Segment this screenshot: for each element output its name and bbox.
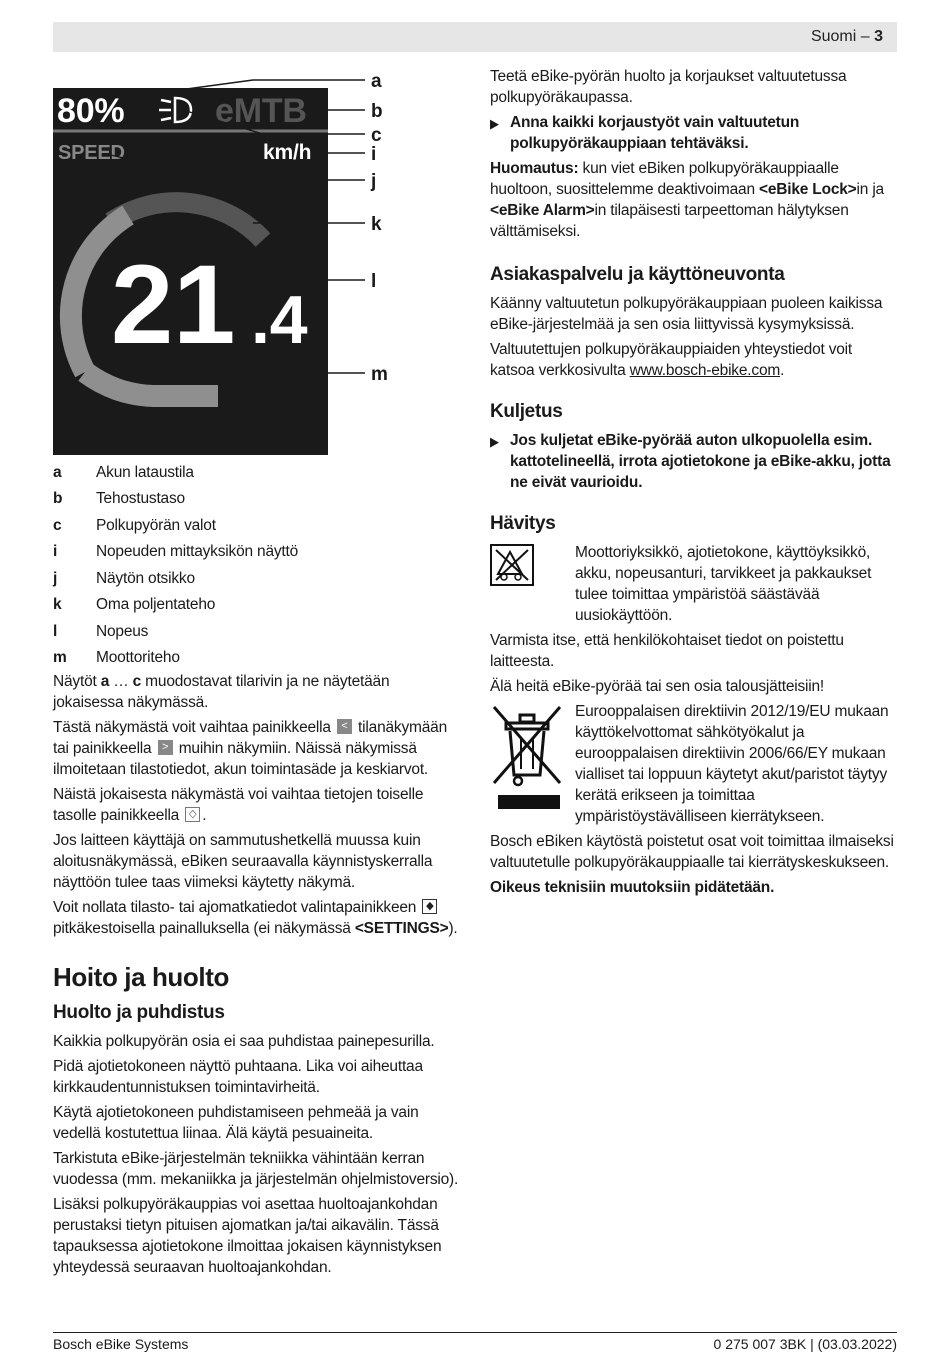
header-text bbox=[811, 28, 883, 46]
legend-item bbox=[53, 618, 463, 645]
hoito-paragraph: Lisäksi polkupyöräkauppias voi asettaa huoltoajankohdan perustaksi tietyn pituisen ajomatkan ja/tai aikavälin. Tässä tapauksessa ajotietokone ilmoittaa jokaisen käynnistyksen yhteydessä seuraavan huoltoajankohdan. bbox=[53, 1196, 442, 1276]
text: . bbox=[202, 807, 207, 824]
recycling-paragraph bbox=[490, 542, 898, 630]
legend-key: m bbox=[53, 649, 67, 667]
callout-j: j bbox=[371, 171, 377, 192]
paragraph-last-view: Jos laitteen käyttäjä on sammutushetkellä muussa kuin aloitusnäkymässä, eBiken seuraavalla käynnistyskerralla näyttöön tulee taas viimeksi käytetty näkymä. bbox=[53, 832, 433, 891]
bullet-text: Anna kaikki korjaustyöt vain valtuutetun polkupyöräkauppiaan tehtäväksi. bbox=[510, 114, 800, 152]
weee-paragraph bbox=[490, 701, 898, 831]
callout-i: i bbox=[371, 144, 377, 165]
legend-key: b bbox=[53, 490, 63, 508]
left-column bbox=[53, 60, 463, 1282]
legend-label: Nopeus bbox=[96, 622, 149, 640]
text: Valtuutettujen polkupyöräkauppiaiden yhteystiedot voit katsoa verkkosivulta bbox=[490, 341, 853, 379]
footer-divider bbox=[53, 1332, 897, 1333]
legend-item bbox=[53, 486, 463, 513]
header-bar bbox=[53, 22, 897, 52]
callout-a: a bbox=[371, 71, 382, 92]
legend-label: Näytön otsikko bbox=[96, 569, 195, 587]
paragraph-second-level bbox=[53, 784, 463, 826]
repair-paragraph: Teetä eBike-pyörän huolto ja korjaukset valtuutetussa polkupyöräkaupassa. bbox=[490, 68, 847, 106]
havitys-paragraph: Bosch eBiken käytöstä poistetut osat voit toimittaa ilmaiseksi valtuutetulle polkupyöräkauppiaalle tai kierrätyskeskukseen. bbox=[490, 833, 894, 871]
assist-mode: eMTB bbox=[215, 92, 307, 130]
legend-key: i bbox=[53, 543, 58, 561]
text: Voit nollata tilasto- tai ajomatkatiedot valintapainikkeen bbox=[53, 899, 421, 916]
section-title-kuljetus: Kuljetus bbox=[490, 401, 563, 422]
transport-bullet bbox=[490, 430, 898, 493]
paragraph-views bbox=[53, 717, 463, 780]
legend-item bbox=[53, 459, 463, 486]
legend-label: Polkupyörän valot bbox=[96, 516, 216, 534]
header-section: Suomi bbox=[810, 28, 857, 45]
select-button-filled-icon: ◆ bbox=[422, 899, 437, 914]
text: Näytöt bbox=[53, 673, 101, 690]
speed-unit: km/h bbox=[263, 141, 312, 164]
final-note: Oikeus teknisiin muutoksiin pidätetään. bbox=[490, 879, 775, 896]
text: Näistä jokaisesta näkymästä voi vaihtaa tietojen toiselle tasolle painikkeella bbox=[53, 786, 424, 824]
ebike-alarm-ref: <eBike Alarm> bbox=[490, 202, 595, 219]
callout-l: l bbox=[371, 271, 377, 292]
bullet-arrow-icon: ▶ bbox=[490, 434, 499, 449]
text: tilanäkymään tai painikkeella bbox=[53, 719, 447, 757]
legend-item bbox=[53, 539, 463, 566]
legend-key: l bbox=[53, 622, 58, 640]
section-title-hoito: Hoito ja huolto bbox=[53, 962, 229, 992]
legend-label: Akun lataustila bbox=[96, 463, 194, 481]
text: . bbox=[780, 362, 785, 379]
right-column bbox=[490, 66, 898, 902]
footer-company: Bosch eBike Systems bbox=[53, 1336, 189, 1352]
paragraph-reset bbox=[53, 897, 463, 939]
asiakas-paragraph: Käänny valtuutetun polkupyöräkauppiaan puoleen kaikissa eBike-järjestelmää ja sen osia liittyvissä kysymyksissä. bbox=[490, 295, 883, 333]
hoito-paragraph: Käytä ajotietokoneen puhdistamiseen pehmeää ja vain vedellä kostutettua liinaa. Älä käytä pesuaineita. bbox=[53, 1104, 419, 1142]
text: muihin näkymiin. Näissä näkymissä ilmoitetaan tilastotiedot, akun toimintasäde ja keskiarvot. bbox=[53, 740, 429, 778]
text: in tilapäisesti tarpeettoman hälytyksen välttämiseksi. bbox=[490, 202, 849, 240]
display-title: SPEED bbox=[58, 142, 125, 164]
select-button-icon: ◇ bbox=[185, 807, 200, 822]
display-illustration bbox=[53, 60, 403, 460]
legend-key: k bbox=[53, 596, 62, 614]
bullet-arrow-icon: ▶ bbox=[490, 116, 499, 131]
callout-k: k bbox=[371, 214, 382, 235]
ebike-lock-ref: <eBike Lock> bbox=[758, 181, 857, 198]
text: Tästä näkymästä voit vaihtaa painikkeella bbox=[53, 719, 335, 736]
section-title-havitys: Hävitys bbox=[490, 513, 556, 534]
weee-text: Eurooppalaisen direktiivin 2012/19/EU mukaan käyttökelvottomat sähkötyökalut ja eurooppalaisen direktiivin 2006/66/EY mukaan vialliset tai loppuun käytetyt akut/paristot täytyy kerätä erikseen ja toimittaa ympäristöystävälliseen kierrätykseen. bbox=[575, 703, 889, 825]
speed-decimal: .4 bbox=[251, 282, 308, 358]
callout-b: b bbox=[371, 101, 383, 122]
figure-legend bbox=[53, 459, 463, 671]
bullet-text: Jos kuljetat eBike-pyörää auton ulkopuolella esim. kattotelineellä, irrota ajotietokone ja eBike-akku, jotta ne eivät vaurioidu. bbox=[510, 432, 891, 491]
header-separator: – bbox=[856, 28, 875, 45]
asiakas-paragraph bbox=[490, 339, 898, 381]
note-label: Huomautus: bbox=[490, 160, 579, 177]
paragraph-status-row bbox=[53, 671, 463, 713]
battery-level: 80% bbox=[57, 92, 125, 130]
legend-label: Moottoriteho bbox=[96, 649, 180, 667]
text: pitkäkestoisella painalluksella (ei näkymässä bbox=[53, 920, 355, 937]
havitys-paragraph: Varmista itse, että henkilökohtaiset tiedot on poistettu laitteesta. bbox=[490, 632, 844, 670]
settings-ref: <SETTINGS> bbox=[354, 920, 449, 937]
subsection-title-huolto: Huolto ja puhdistus bbox=[53, 1002, 225, 1023]
note-paragraph bbox=[490, 158, 898, 242]
legend-item bbox=[53, 645, 463, 672]
hoito-paragraph: Kaikkia polkupyörän osia ei saa puhdistaa painepesurilla. bbox=[53, 1033, 435, 1050]
hoito-paragraph: Tarkistuta eBike-järjestelmän tekniikka vähintään kerran vuodessa (mm. mekaniikka ja järjestelmän ohjelmistoversio). bbox=[53, 1150, 459, 1188]
legend-label: Oma poljentateho bbox=[96, 596, 216, 614]
legend-key: c bbox=[53, 516, 62, 534]
speed-value: 21 bbox=[111, 242, 236, 367]
text: in ja bbox=[856, 181, 884, 198]
left-button-icon: < bbox=[337, 719, 352, 734]
legend-key: a bbox=[53, 463, 62, 481]
right-button-icon: > bbox=[158, 740, 173, 755]
legend-item bbox=[53, 565, 463, 592]
havitys-paragraph: Älä heitä eBike-pyörää tai sen osia talousjätteisiin! bbox=[490, 678, 825, 695]
website-link[interactable]: www.bosch-ebike.com bbox=[629, 362, 781, 379]
legend-key: j bbox=[53, 569, 58, 587]
repair-bullet bbox=[490, 112, 898, 154]
legend-label: Nopeuden mittayksikön näyttö bbox=[96, 543, 299, 561]
section-title-asiakaspalvelu: Asiakaspalvelu ja käyttöneuvonta bbox=[490, 264, 785, 285]
crossed-bin-icon bbox=[490, 701, 575, 831]
callout-m: m bbox=[371, 364, 388, 385]
ref-c: c bbox=[132, 673, 142, 690]
ref-a: a bbox=[100, 673, 110, 690]
legend-item bbox=[53, 512, 463, 539]
legend-label: Tehostustaso bbox=[96, 490, 185, 508]
text: … bbox=[109, 673, 133, 690]
legend-item bbox=[53, 592, 463, 619]
display-figure bbox=[53, 60, 403, 460]
hoito-paragraph: Pidä ajotietokoneen näyttö puhtaana. Lika voi aiheuttaa kirkkaudentunnistuksen toimintavirheitä. bbox=[53, 1058, 423, 1096]
footer-docref: 0 275 007 3BK | (03.03.2022) bbox=[713, 1336, 897, 1352]
text: ). bbox=[448, 920, 458, 937]
havitys-text: Moottoriyksikkö, ajotietokone, käyttöyksikkö, akku, nopeusanturi, tarvikkeet ja pakkaukset tulee toimittaa ympäristöä säästävää uusiokäyttöön. bbox=[575, 544, 872, 624]
text: kun viet eBiken polkupyöräkauppiaalle huoltoon, suosittelemme deaktivoimaan bbox=[490, 160, 839, 198]
text: muodostavat tilarivin ja ne näytetään jokaisessa näkymässä. bbox=[53, 673, 390, 711]
callout-c: c bbox=[371, 125, 382, 146]
recycle-symbol-icon bbox=[490, 542, 575, 630]
page-number: 3 bbox=[874, 28, 883, 45]
